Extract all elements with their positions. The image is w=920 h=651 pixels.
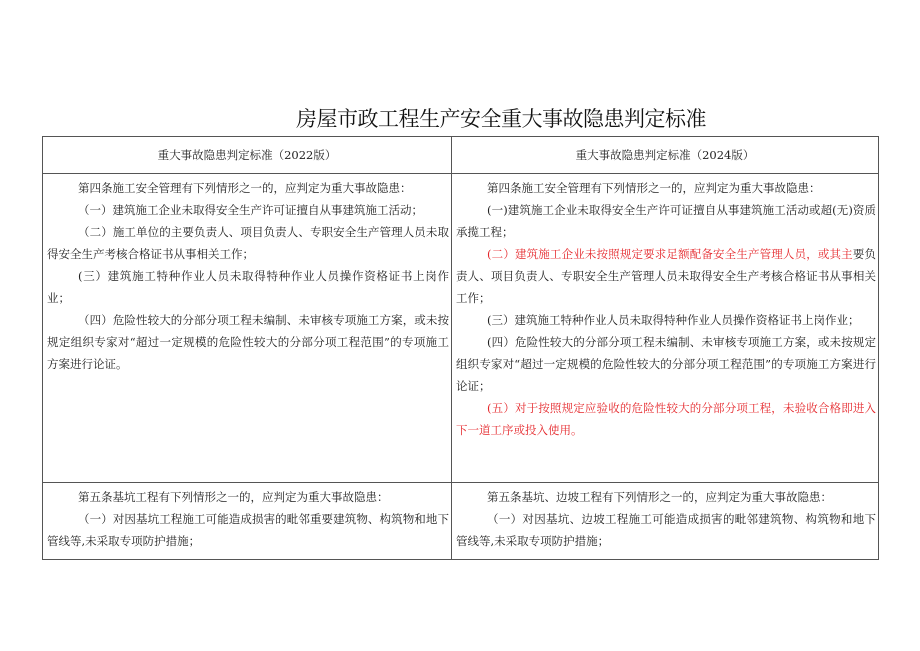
table-row <box>43 174 879 483</box>
table-cell-2024 <box>452 483 879 560</box>
clause-heading: 第四条施工安全管理有下列情形之一的，应判定为重大事故隐患： <box>78 181 412 195</box>
clause-item: (三）建筑施工特种作业人员未取得特种作业人员操作资格证书上岗作业； <box>487 313 860 327</box>
table-row <box>43 483 879 560</box>
column-header-2024: 重大事故隐患判定标准（2024版） <box>452 137 879 174</box>
document-title: 房屋市政工程生产安全重大事故隐患判定标准 <box>296 107 706 131</box>
new-clause-item: (五）对于按照规定应验收的危险性较大的分部分项工程，未验收合格即进入下一道工序或投入使用。 <box>456 401 876 437</box>
clause-text: 要负责人、项目负责人、专职安全生产管理人员未取得安全生产考核合格证书从事相关工作； <box>456 247 876 305</box>
clause-item: （四）危险性较大的分部分项工程未编制、未审核专项施工方案，或未按规定组织专家对“超过一定规模的危险性较大的分部分项工程范围”的专项施工方案进行论证。 <box>47 313 449 371</box>
clause-item: (一)建筑施工企业未取得安全生产许可证擅自从事建筑施工活动或超(无)资质承揽工程； <box>456 203 876 239</box>
clause-heading: 第五条基坑、边坡工程有下列情形之一的，应判定为重大事故隐患： <box>487 490 833 504</box>
clause-item: (四）危险性较大的分部分项工程未编制、未审核专项施工方案，或未按规定组织专家对“超过一定规模的危险性较大的分部分项工程范围”的专项施工方案进行论证； <box>456 335 876 393</box>
table-cell-2022 <box>43 174 452 483</box>
table-cell-2022 <box>43 483 452 560</box>
clause-heading: 第五条基坑工程有下列情形之一的，应判定为重大事故隐患： <box>78 490 389 504</box>
clause-item: （一）对因基坑工程施工可能造成损害的毗邻重要建筑物、构筑物和地下管线等,未采取专项防护措施； <box>47 512 449 548</box>
changed-text: 建筑施工企业未按照规定要求足额配备安全生产管理人员，或其主 <box>514 247 853 261</box>
clause-number: (二） <box>487 247 515 261</box>
table-cell-2024 <box>452 174 879 483</box>
clause-item: （一）对因基坑、边坡工程施工可能造成损害的毗邻建筑物、构筑物和地下管线等,未采取专项防护措施； <box>456 512 876 548</box>
clause-item <box>456 243 876 309</box>
clause-item: (三）建筑施工特种作业人员未取得特种作业人员操作资格证书上岗作业； <box>47 269 449 305</box>
column-header-2022: 重大事故隐患判定标准（2022版） <box>43 137 452 174</box>
clause-item: （一）建筑施工企业未取得安全生产许可证擅自从事建筑施工活动； <box>78 203 424 217</box>
comparison-table <box>42 136 879 560</box>
clause-heading: 第四条施工安全管理有下列情形之一的，应判定为重大事故隐患： <box>487 181 821 195</box>
clause-item: （二）施工单位的主要负责人、项目负责人、专职安全生产管理人员未取得安全生产考核合格证书从事相关工作； <box>47 225 449 261</box>
table-header-row <box>43 137 879 174</box>
